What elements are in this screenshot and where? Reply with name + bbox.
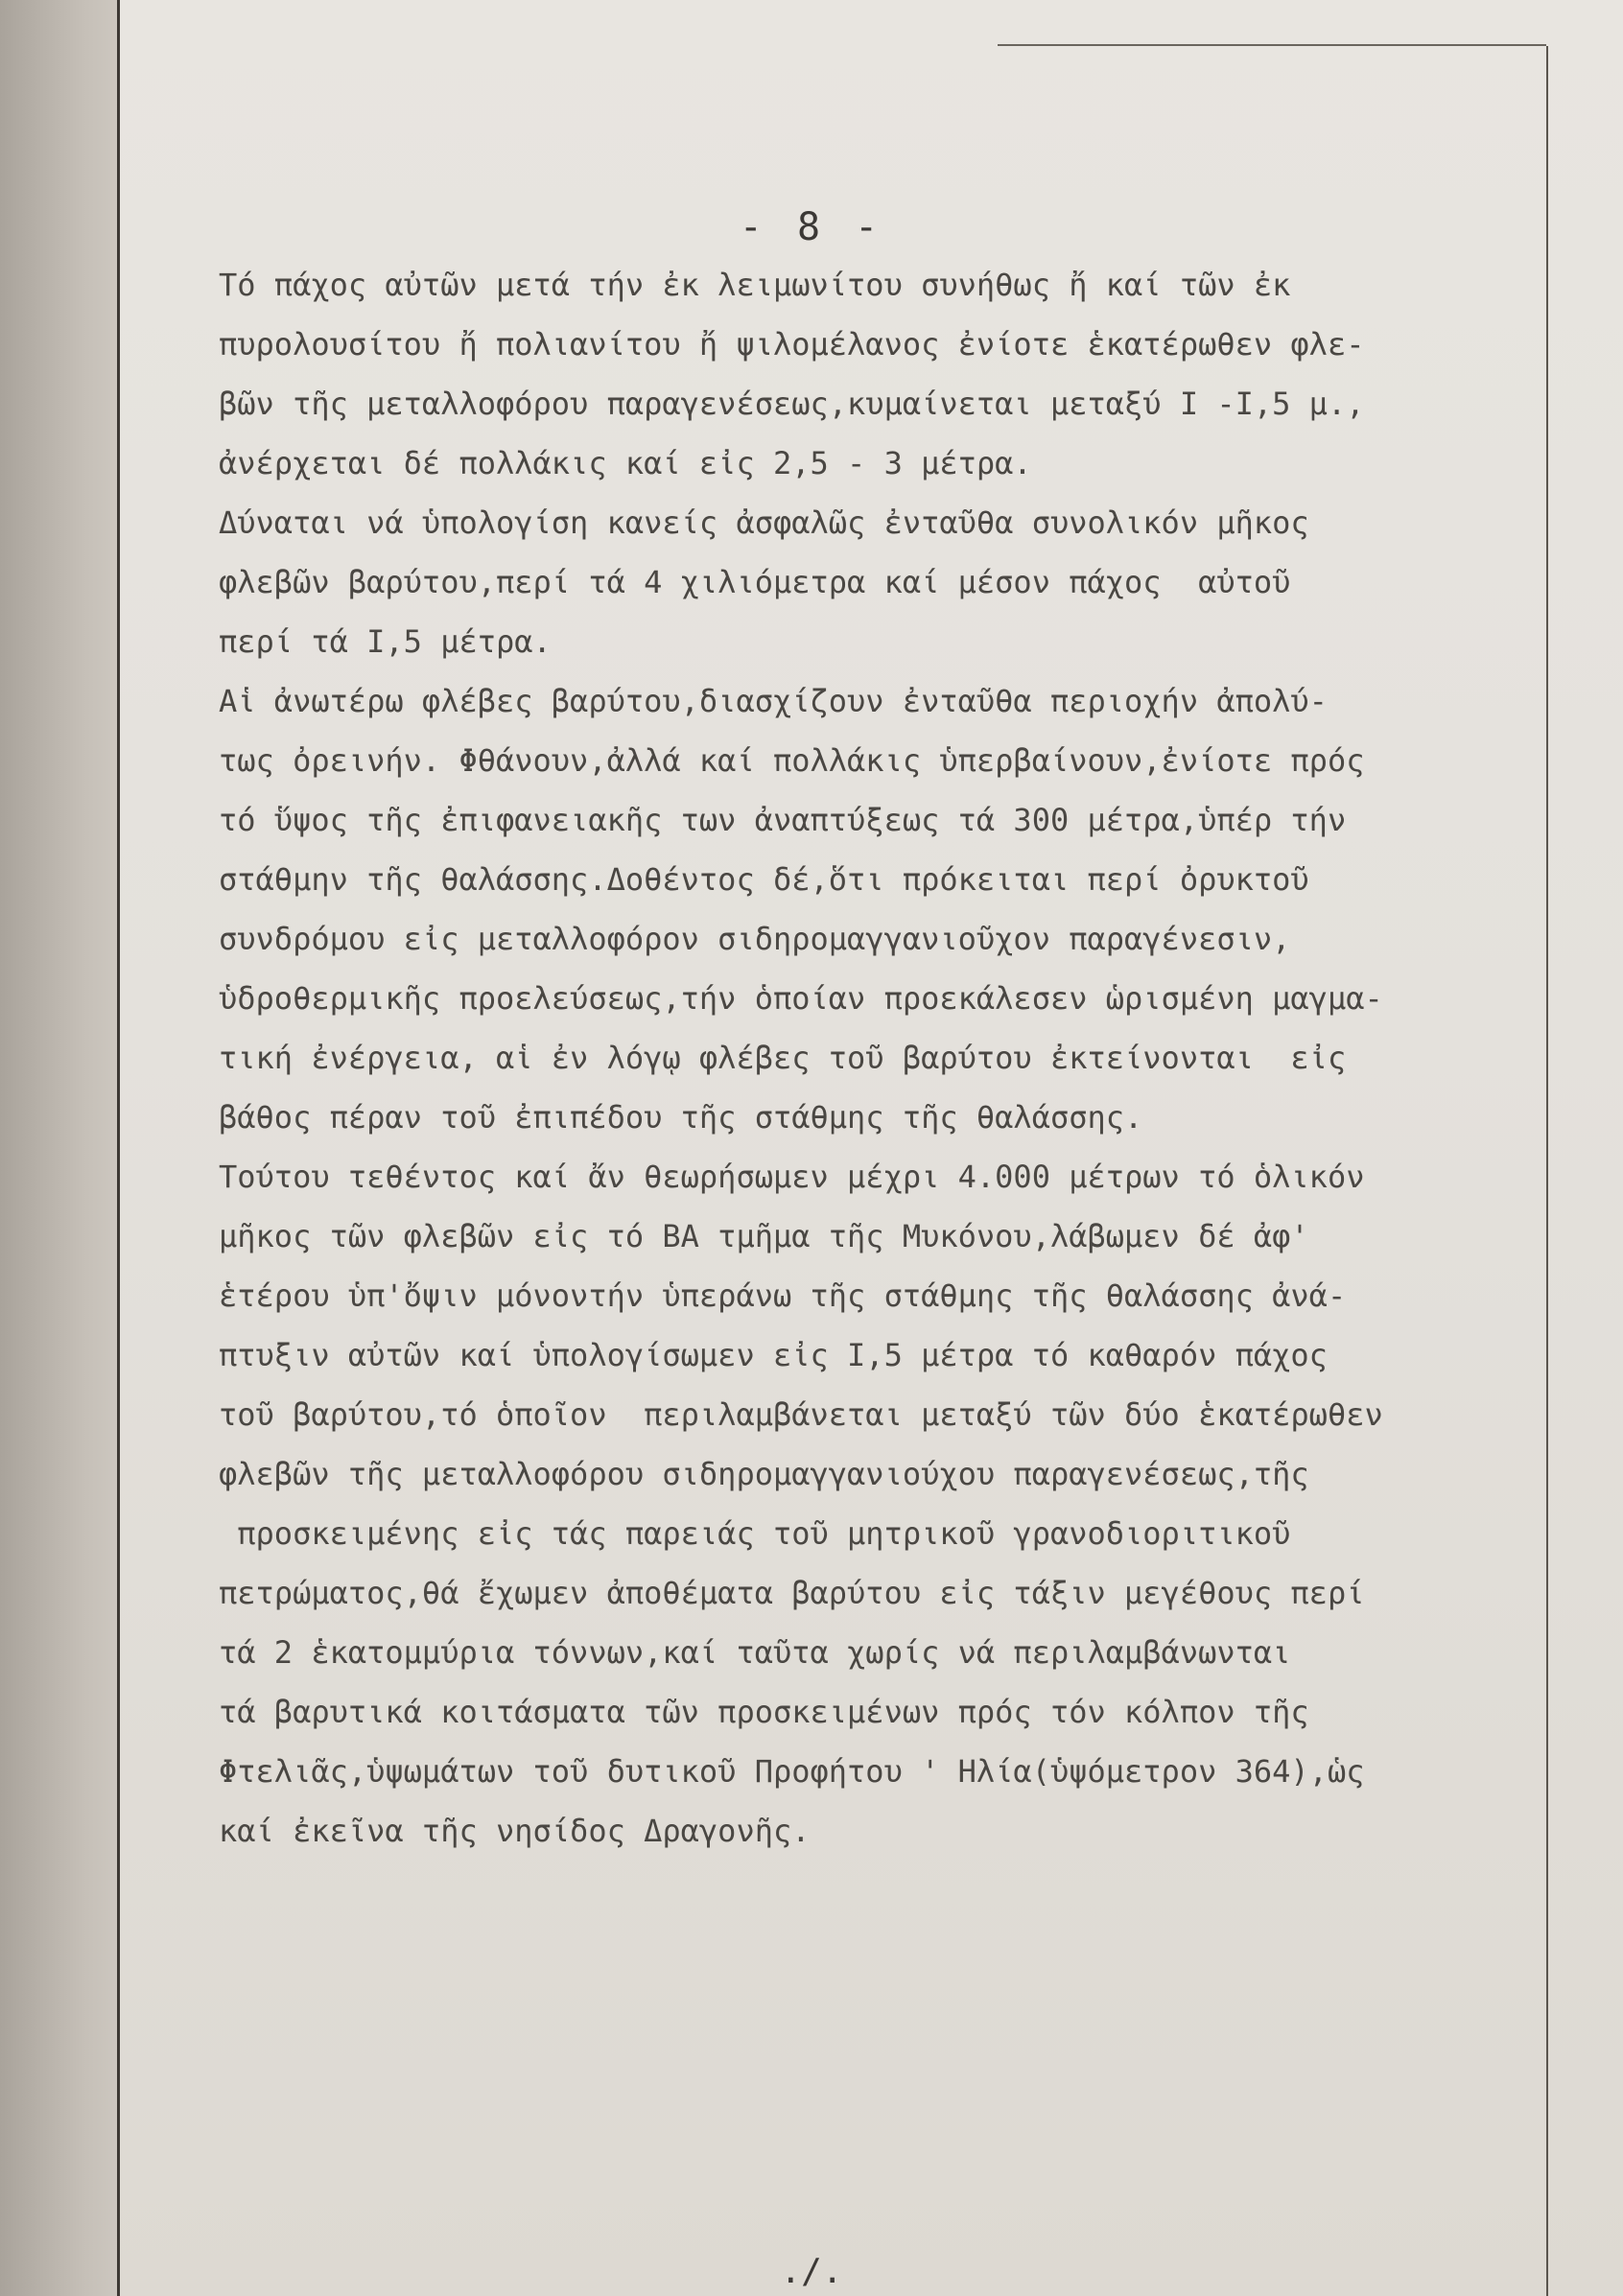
text-line: ἑτέρου ὑπ'ὄψιν μόνοντήν ὑπεράνω τῆς στάθμης τῆς θαλάσσης ἀνά-	[219, 1277, 1347, 1314]
text-line: τως ὀρεινήν. Φθάνουν,ἀλλά καί πολλάκις ὑπερβαίνουν,ἐνίοτε πρός	[219, 742, 1365, 779]
page-number: - 8 -	[739, 205, 884, 249]
text-line: τά βαρυτικά κοιτάσματα τῶν προσκειμένων πρός τόν κόλπον τῆς	[219, 1694, 1309, 1730]
text-line: βῶν τῆς μεταλλοφόρου παραγενέσεως,κυμαίνεται μεταξύ Ι -Ι,5 μ.,	[219, 386, 1365, 422]
text-line: συνδρόμου εἰς μεταλλοφόρον σιδηρομαγγανιοῦχον παραγένεσιν,	[219, 921, 1291, 957]
right-margin-rule	[1546, 46, 1548, 2296]
text-line: ἀνέρχεται δέ πολλάκις καί εἰς 2,5 - 3 μέτρα.	[219, 445, 1032, 481]
text-line: Αἱ ἀνωτέρω φλέβες βαρύτου,διασχίζουν ἐνταῦθα περιοχήν ἀπολύ-	[219, 683, 1328, 719]
text-line: μῆκος τῶν φλεβῶν εἰς τό ΒΑ τμῆμα τῆς Μυκόνου,λάβωμεν δέ ἀφ'	[219, 1218, 1309, 1254]
text-line: περί τά Ι,5 μέτρα.	[219, 623, 552, 660]
text-line: πυρολουσίτου ἤ πολιανίτου ἤ ψιλομέλανος ἐνίοτε ἑκατέρωθεν φλε-	[219, 326, 1365, 363]
text-line: φλεβῶν τῆς μεταλλοφόρου σιδηρομαγγανιούχου παραγενέσεως,τῆς	[219, 1456, 1309, 1492]
text-line: τά 2 ἑκατομμύρια τόννων,καί ταῦτα χωρίς νά περιλαμβάνωνται	[219, 1634, 1291, 1671]
text-line: στάθμην τῆς θαλάσσης.Δοθέντος δέ,ὅτι πρόκειται περί ὀρυκτοῦ	[219, 861, 1309, 898]
text-line: πετρώματος,θά ἔχωμεν ἀποθέματα βαρύτου εἰς τάξιν μεγέθους περί	[219, 1575, 1365, 1611]
text-line: πτυξιν αὐτῶν καί ὑπολογίσωμεν εἰς Ι,5 μέτρα τό καθαρόν πάχος	[219, 1337, 1328, 1373]
text-line: προσκειμένης εἰς τάς παρειάς τοῦ μητρικοῦ γρανοδιοριτικοῦ	[219, 1515, 1291, 1552]
text-line: καί ἐκεῖνα τῆς νησίδος Δραγονῆς.	[219, 1813, 811, 1849]
text-line: Φτελιᾶς,ὑψωμάτων τοῦ δυτικοῦ Προφήτου ' Ηλία(ὑψόμετρον 364),ὡς	[219, 1753, 1365, 1790]
text-line: ὑδροθερμικῆς προελεύσεως,τήν ὁποίαν προεκάλεσεν ὡρισμένη μαγμα-	[219, 980, 1383, 1017]
text-line: φλεβῶν βαρύτου,περί τά 4 χιλιόμετρα καί μέσον πάχος αὐτοῦ	[219, 564, 1291, 600]
text-line: τό ὕψος τῆς ἐπιφανειακῆς των ἀναπτύξεως τά 300 μέτρα,ὑπέρ τήν	[219, 802, 1347, 838]
text-line: Δύναται νά ὑπολογίση κανείς ἀσφαλῶς ἐνταῦθα συνολικόν μῆκος	[219, 504, 1309, 541]
text-line: τοῦ βαρύτου,τό ὁποῖον περιλαμβάνεται μεταξύ τῶν δύο ἑκατέρωθεν	[219, 1396, 1383, 1433]
text-line: Τό πάχος αὐτῶν μετά τήν ἐκ λειμωνίτου συνήθως ἤ καί τῶν ἐκ	[219, 267, 1291, 303]
closing-mark: ./.	[780, 2252, 843, 2291]
typewritten-body	[219, 255, 1542, 1861]
text-line: τική ἐνέργεια, αἱ ἐν λόγῳ φλέβες τοῦ βαρύτου ἐκτείνονται εἰς	[219, 1040, 1347, 1076]
text-line: Τούτου τεθέντος καί ἄν θεωρήσωμεν μέχρι 4.000 μέτρων τό ὁλικόν	[219, 1159, 1365, 1195]
sheet-left-edge	[117, 0, 120, 2296]
text-line: βάθος πέραν τοῦ ἐπιπέδου τῆς στάθμης τῆς θαλάσσης.	[219, 1099, 1143, 1136]
top-rule	[998, 44, 1546, 46]
